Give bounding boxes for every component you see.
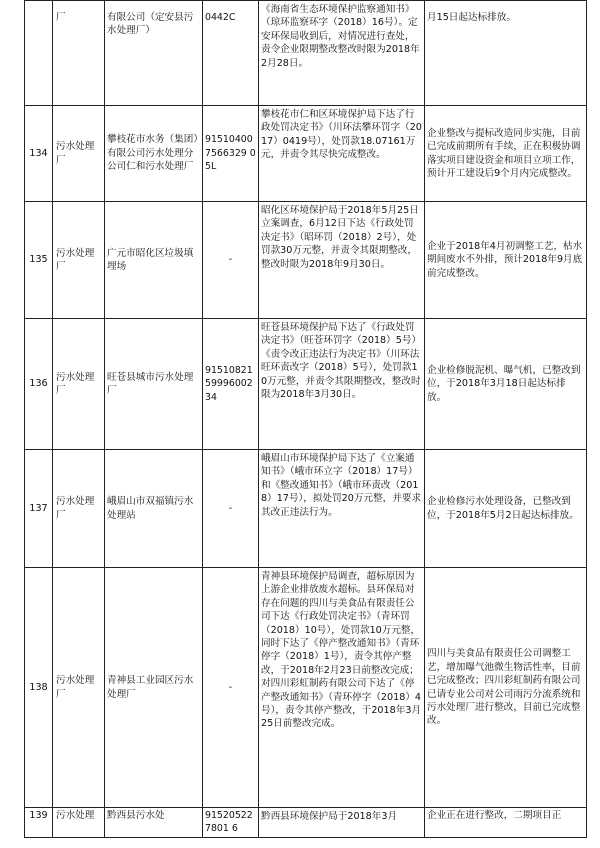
rectification-status: 企业检修污水处理设备，已整改到位，于2018年5月2日起达标排放。 (425, 450, 587, 568)
facility-type: 厂 (53, 1, 105, 106)
facility-type: 污水处理厂 (53, 202, 105, 319)
credit-code: - (203, 202, 259, 319)
facility-type: 污水处理 (53, 808, 105, 838)
credit-code: 0442C (203, 1, 259, 106)
credit-code: - (203, 568, 259, 808)
enforcement-table (24, 0, 587, 838)
credit-code: 915104007566329 05L (203, 106, 259, 202)
facility-type: 污水处理厂 (53, 319, 105, 450)
table-row (25, 106, 587, 202)
enterprise-name: 广元市昭化区垃圾填埋场 (105, 202, 203, 319)
enterprise-name: 旺苍县城市污水处理厂 (105, 319, 203, 450)
credit-code: 915108215999600234 (203, 319, 259, 450)
enterprise-name: 攀枝花市水务（集团）有限公司污水处理分公司仁和污水处理厂 (105, 106, 203, 202)
row-number: 137 (25, 450, 53, 568)
penalty-measures: 黔西县环境保护局于2018年3月 (259, 808, 425, 838)
row-number: 139 (25, 808, 53, 838)
row-number: 134 (25, 106, 53, 202)
penalty-measures: 旺苍县环境保护局下达了《行政处罚决定书》（旺苍环罚字（2018）5号）《责令改正违法行为决定书》（川环法旺环责改字（2018）5号），处罚款10万元整，并责令其限期整改，整改时限为2018年3月30日。 (259, 319, 425, 450)
credit-code: 915205227801 6 (203, 808, 259, 838)
rectification-status: 企业于2018年4月初调整工艺，枯水期间废水不外排，预计2018年9月底前完成整改。 (425, 202, 587, 319)
rectification-status: 企业检修脱泥机、曝气机，已整改到位，于2018年3月18日起达标排放。 (425, 319, 587, 450)
enterprise-name: 峨眉山市双福镇污水处理站 (105, 450, 203, 568)
rectification-status: 四川与美食品有限责任公司调整工艺，增加曝气池微生物活性率，目前已完成整改；四川彩虹制药有限公司已请专业公司对公司雨污分流系统和污水处理厂进行整改，目前已完成整改。 (425, 568, 587, 808)
facility-type: 污水处理厂 (53, 106, 105, 202)
row-number: 135 (25, 202, 53, 319)
table-row (25, 1, 587, 106)
row-number: 138 (25, 568, 53, 808)
row-number: 136 (25, 319, 53, 450)
penalty-measures: 峨眉山市环境保护局下达了《立案通知书》（峨市环立字（2018）17号）和《整改通知书》（峨市环责改（2018）17号），拟处罚20万元整，并要求其改正违法行为。 (259, 450, 425, 568)
rectification-status: 月15日起达标排放。 (425, 1, 587, 106)
table-row (25, 808, 587, 838)
penalty-measures: 攀枝花市仁和区环境保护局下达了行政处罚决定书》（川环法攀环罚字（2017）0419号），处罚款18.07161万元，并责令其尽快完成整改。 (259, 106, 425, 202)
facility-type: 污水处理厂 (53, 450, 105, 568)
penalty-measures: 青神县环境保护局调查，超标原因为上游企业排放废水超标。县环保局对存在问题的四川与美食品有限责任公司下达《行政处罚决定书》（青环罚（2018）10号），处罚款10万元整，同时下达了《停产整改通知书》（青环停字（2018）1号），责令其停产整改，于2018年2月23日前整改完成；对四川彩虹制药有限公司下达了《停产整改通知书》（青环停字（2018）4号），责令其停产整改，于2018年3月25日前整改完成。 (259, 568, 425, 808)
table-row (25, 450, 587, 568)
penalty-measures: 昭化区环境保护局于2018年5月25日立案调查，6月12日下达《行政处罚决定书》（昭环罚（2018）2号），处罚款30万元整，并责令其限期整改，整改时限为2018年9月30日。 (259, 202, 425, 319)
rectification-status: 企业整改与提标改造同步实施，目前已完成前期所有手续，正在积极协调落实项目建设资金和项目立项工作，预计开工建设后9个月内完成整改。 (425, 106, 587, 202)
table-row (25, 319, 587, 450)
table-row (25, 568, 587, 808)
credit-code: - (203, 450, 259, 568)
penalty-measures: 《海南省生态环境保护监察通知书》（琼环监察环字（2018）16号）。定安环保局收到后，对情况进行查处，责令企业限期整改整改时限为2018年2月28日。 (259, 1, 425, 106)
enterprise-name: 有限公司（定安县污水处理厂） (105, 1, 203, 106)
enterprise-name: 青神县工业园区污水处理厂 (105, 568, 203, 808)
facility-type: 污水处理厂 (53, 568, 105, 808)
row-number (25, 1, 53, 106)
enterprise-name: 黔西县污水处 (105, 808, 203, 838)
table-row (25, 202, 587, 319)
rectification-status: 企业正在进行整改，二期项目正 (425, 808, 587, 838)
